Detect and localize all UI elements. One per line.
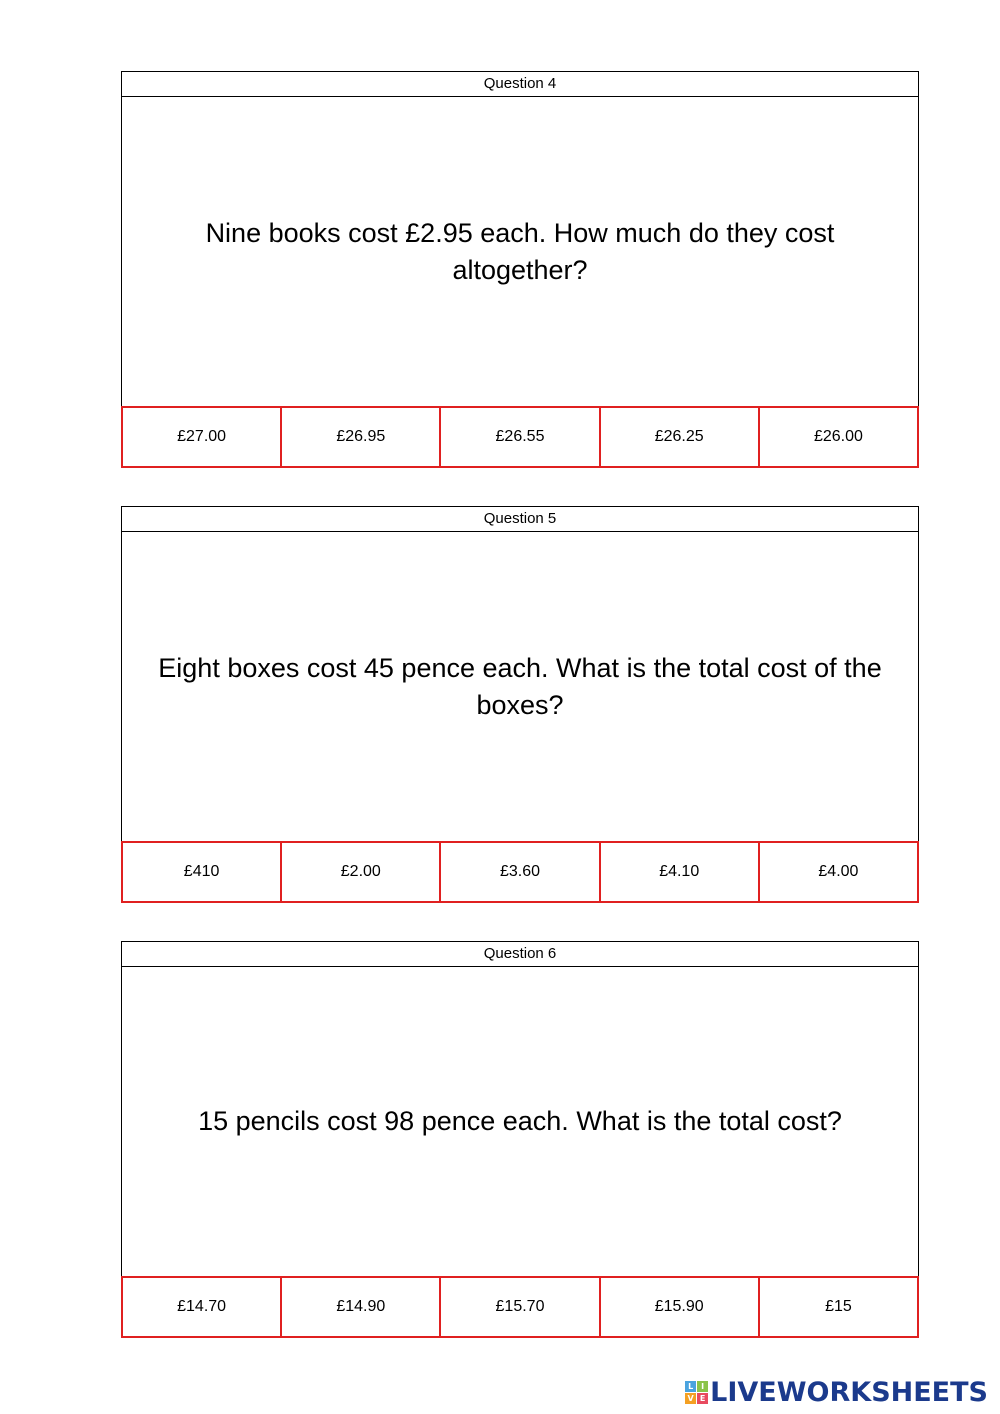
question-text: Eight boxes cost 45 pence each. What is the total cost of the boxes? — [158, 652, 882, 720]
question-card-6 — [121, 941, 919, 1337]
logo-mark-tile: I — [697, 1381, 708, 1392]
answer-options — [121, 1276, 919, 1338]
question-text: Nine books cost £2.95 each. How much do they cost altogether? — [205, 217, 835, 285]
question-header: Question 5 — [121, 506, 919, 532]
answer-option[interactable]: £26.55 — [441, 408, 600, 466]
answer-option[interactable]: £410 — [123, 843, 282, 901]
answer-option[interactable]: £26.95 — [282, 408, 441, 466]
logo-mark-tile: L — [685, 1381, 696, 1392]
question-body — [121, 966, 919, 1277]
answer-option[interactable]: £4.00 — [818, 863, 859, 880]
question-card-4 — [121, 71, 919, 467]
answer-option[interactable]: £26.00 — [813, 428, 863, 445]
answer-options — [121, 841, 919, 903]
answer-option[interactable]: £26.25 — [601, 408, 760, 466]
answer-option[interactable]: £2.00 — [282, 843, 441, 901]
answer-option[interactable]: £15 — [825, 1298, 852, 1315]
question-body — [121, 96, 919, 407]
answer-option[interactable]: £27.00 — [123, 408, 282, 466]
question-header: Question 6 — [121, 941, 919, 967]
logo-mark-icon — [685, 1381, 708, 1404]
question-header: Question 4 — [121, 71, 919, 97]
logo-mark-tile: V — [685, 1393, 696, 1404]
question-body — [121, 531, 919, 842]
answer-option[interactable]: £15.90 — [601, 1278, 760, 1336]
answer-options — [121, 406, 919, 468]
liveworksheets-logo — [685, 1376, 988, 1408]
logo-mark-tile: E — [697, 1393, 708, 1404]
answer-option[interactable]: £4.10 — [601, 843, 760, 901]
question-card-5 — [121, 506, 919, 902]
answer-option[interactable]: £3.60 — [441, 843, 600, 901]
answer-option[interactable]: £14.90 — [282, 1278, 441, 1336]
answer-option[interactable]: £14.70 — [123, 1278, 282, 1336]
question-text: 15 pencils cost 98 pence each. What is the total cost? — [198, 1106, 842, 1136]
answer-option[interactable]: £15.70 — [441, 1278, 600, 1336]
logo-text: LIVEWORKSHEETS — [710, 1376, 988, 1408]
